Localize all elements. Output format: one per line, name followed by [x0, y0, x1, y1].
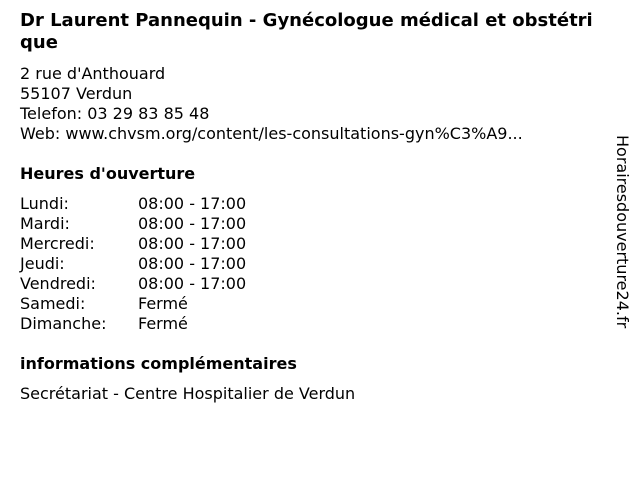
additional-info-heading: informations complémentaires	[20, 354, 297, 373]
day-hours: 08:00 - 17:00	[138, 274, 247, 293]
day-label: Jeudi:	[20, 254, 65, 273]
street-address: 2 rue d'Anthouard	[20, 64, 166, 83]
hours-row-wednesday	[20, 234, 320, 254]
day-label: Samedi:	[20, 294, 86, 313]
address-block	[20, 64, 595, 144]
page-title: Dr Laurent Pannequin - Gynécologue médical et obstétrique	[20, 10, 593, 53]
day-label: Vendredi:	[20, 274, 96, 293]
day-hours: 08:00 - 17:00	[138, 254, 247, 273]
website-link[interactable]: Web: www.chvsm.org/content/les-consultations-gyn%C3%A9...	[20, 124, 523, 143]
day-hours: 08:00 - 17:00	[138, 234, 247, 253]
hours-row-friday	[20, 274, 320, 294]
day-hours: 08:00 - 17:00	[138, 194, 247, 213]
city-postcode: 55107 Verdun	[20, 84, 133, 103]
hours-row-monday	[20, 194, 320, 214]
hours-row-saturday	[20, 294, 320, 314]
hours-row-tuesday	[20, 214, 320, 234]
opening-hours-table	[20, 194, 320, 334]
site-watermark: Horairesdouverture24.fr	[613, 135, 632, 329]
additional-info-text: Secrétariat - Centre Hospitalier de Verdun	[20, 384, 356, 403]
day-hours: Fermé	[138, 314, 188, 333]
phone-number: Telefon: 03 29 83 85 48	[20, 104, 210, 123]
day-hours: 08:00 - 17:00	[138, 214, 247, 233]
day-label: Dimanche:	[20, 314, 107, 333]
hours-row-thursday	[20, 254, 320, 274]
opening-hours-heading: Heures d'ouverture	[20, 164, 196, 183]
day-label: Mercredi:	[20, 234, 95, 253]
day-hours: Fermé	[138, 294, 188, 313]
day-label: Lundi:	[20, 194, 69, 213]
day-label: Mardi:	[20, 214, 70, 233]
hours-row-sunday	[20, 314, 320, 334]
